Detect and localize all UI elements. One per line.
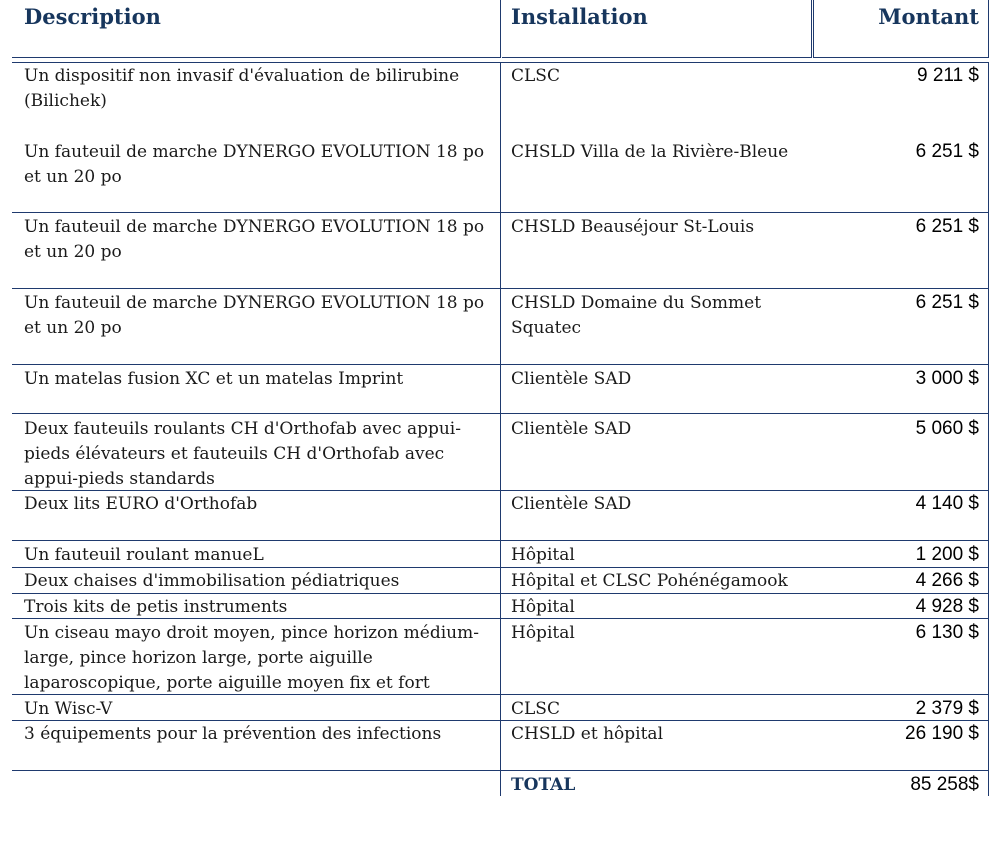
row-13-installation: CHSLD et hôpital xyxy=(511,724,664,744)
table-right-border xyxy=(988,62,989,796)
row-4-montant: 6 251 $ xyxy=(915,292,979,313)
row-8-description: Un fauteuil roulant manueL xyxy=(24,545,264,565)
row-7-description: Deux lits EURO d'Orthofab xyxy=(24,494,258,514)
row-10-installation: Hôpital xyxy=(511,597,575,617)
row-6-description: Deux fauteuils roulants CH d'Orthofab avec appui-pieds élévateurs et fauteuils CH d'Orthofab avec appui-pieds standards xyxy=(24,419,461,489)
row-11-description: Un ciseau mayo droit moyen, pince horizon médium-large, pince horizon large, porte aiguille laparoscopique, porte aiguille moyen fix et fort xyxy=(24,623,479,693)
row-rule xyxy=(12,288,989,289)
header-description-cell xyxy=(12,0,501,58)
row-rule xyxy=(12,212,989,213)
row-13-description: 3 équipements pour la prévention des infections xyxy=(24,724,442,744)
row-rule xyxy=(12,364,989,365)
row-9-montant: 4 266 $ xyxy=(915,570,979,591)
total-montant: 85 258$ xyxy=(910,774,979,795)
row-8-installation: Hôpital xyxy=(511,545,575,565)
header-montant-cell xyxy=(813,0,989,58)
row-5-description: Un matelas fusion XC et un matelas Imprint xyxy=(24,369,404,389)
header-divider-2 xyxy=(811,0,812,58)
row-12-description: Un Wisc-V xyxy=(24,699,113,719)
row-10-montant: 4 928 $ xyxy=(915,596,979,617)
row-11-installation: Hôpital xyxy=(511,623,575,643)
row-1-installation: CLSC xyxy=(511,66,560,86)
row-4-installation: CHSLD Domaine du Sommet Squatec xyxy=(511,293,762,338)
row-7-montant: 4 140 $ xyxy=(915,493,979,514)
row-6-montant: 5 060 $ xyxy=(915,418,979,439)
column-divider-description xyxy=(500,62,501,796)
row-12-montant: 2 379 $ xyxy=(915,698,979,719)
total-label: TOTAL xyxy=(511,775,576,795)
row-1-montant: 9 211 $ xyxy=(917,65,979,86)
row-7-installation: Clientèle SAD xyxy=(511,494,632,514)
row-4-description: Un fauteuil de marche DYNERGO EVOLUTION 18 po et un 20 po xyxy=(24,293,485,338)
row-9-description: Deux chaises d'immobilisation pédiatriques xyxy=(24,571,400,591)
header-divider-3 xyxy=(813,0,814,58)
row-3-montant: 6 251 $ xyxy=(915,216,979,237)
header-montant: Montant xyxy=(878,4,979,29)
header-divider-1 xyxy=(500,0,501,58)
row-5-montant: 3 000 $ xyxy=(915,368,979,389)
row-1-description: Un dispositif non invasif d'évaluation de bilirubine (Bilichek) xyxy=(24,66,460,111)
row-rule xyxy=(12,413,989,414)
header-description: Description xyxy=(24,4,161,29)
row-10-description: Trois kits de petis instruments xyxy=(24,597,288,617)
row-6-installation: Clientèle SAD xyxy=(511,419,632,439)
row-3-installation: CHSLD Beauséjour St-Louis xyxy=(511,217,755,237)
row-9-installation: Hôpital et CLSC Pohénégamook xyxy=(511,571,788,591)
header-installation: Installation xyxy=(511,4,648,29)
row-5-installation: Clientèle SAD xyxy=(511,369,632,389)
row-rule xyxy=(12,770,989,771)
row-2-montant: 6 251 $ xyxy=(915,141,979,162)
row-8-montant: 1 200 $ xyxy=(915,544,979,565)
row-13-montant: 26 190 $ xyxy=(905,723,979,744)
header-installation-cell xyxy=(502,0,811,58)
row-11-montant: 6 130 $ xyxy=(915,622,979,643)
row-12-installation: CLSC xyxy=(511,699,560,719)
row-3-description: Un fauteuil de marche DYNERGO EVOLUTION 18 po et un 20 po xyxy=(24,217,485,262)
row-2-description: Un fauteuil de marche DYNERGO EVOLUTION 18 po et un 20 po xyxy=(24,142,485,187)
row-rule xyxy=(12,540,989,541)
header-right-border xyxy=(988,0,989,58)
row-2-installation: CHSLD Villa de la Rivière-Bleue xyxy=(511,142,789,162)
